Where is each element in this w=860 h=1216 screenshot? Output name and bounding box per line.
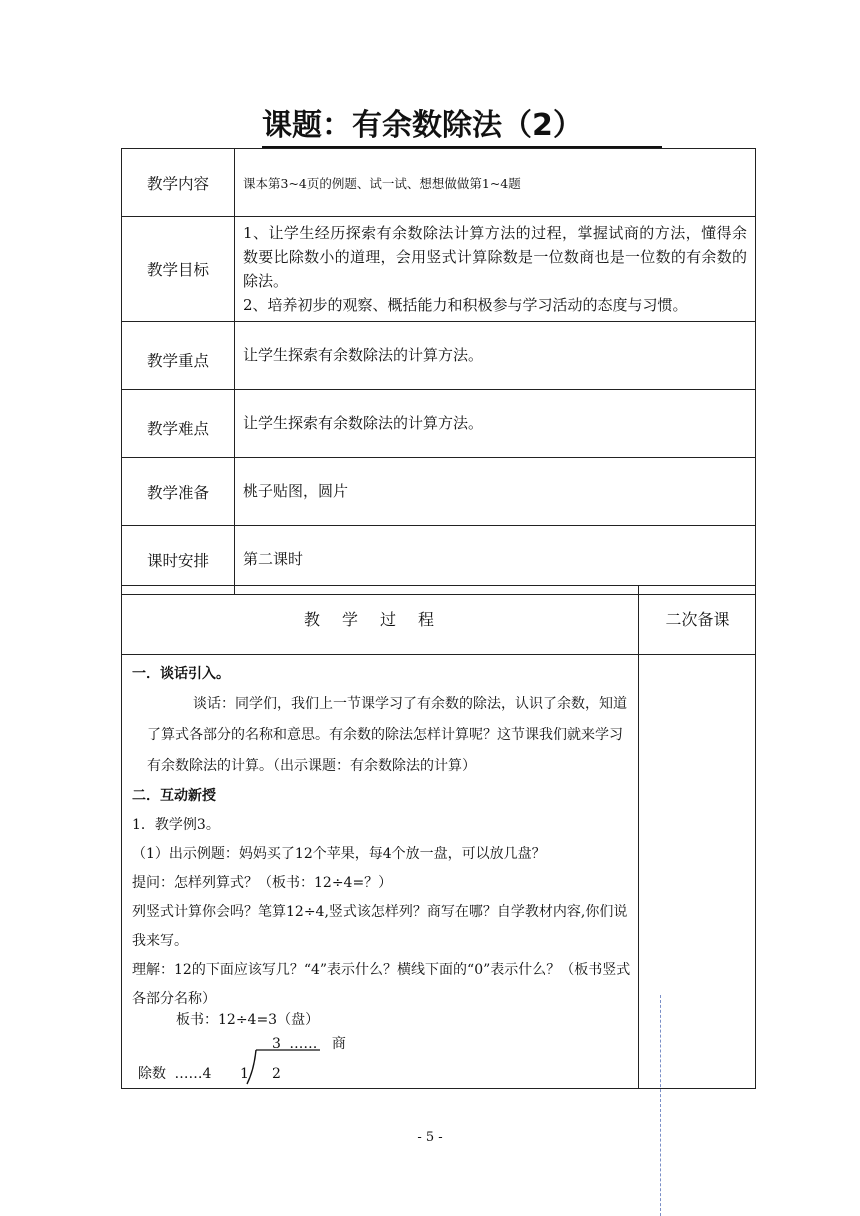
process-header <box>121 585 756 655</box>
divisor-label: 除数 <box>138 1066 166 1082</box>
divisor-dots: ……4 <box>174 1066 212 1082</box>
process-content <box>132 660 632 1014</box>
row-value: 桃子贴图，圆片 <box>235 458 756 526</box>
board-equation: 板书：12÷4=3（盘） <box>176 1012 320 1028</box>
row-label: 教学难点 <box>122 390 235 458</box>
section-heading: 一．谈话引入。 <box>132 666 230 682</box>
quotient-label: 商 <box>331 1036 346 1052</box>
section-heading: 二．互动新授 <box>132 788 216 804</box>
content-line: 理解：12的下面应该写几？“4”表示什么？横线下面的“0”表示什么？（板书竖式各部分名称） <box>132 962 631 1007</box>
dividend-digit: 2 <box>272 1066 281 1082</box>
row-value: 让学生探索有余数除法的计算方法。 <box>235 322 756 390</box>
row-label: 课时安排 <box>122 526 235 595</box>
content-line: 提问：怎样列算式？（板书：12÷4=？） <box>132 875 393 891</box>
table-row <box>122 149 756 217</box>
quotient-digit: 3 <box>272 1036 281 1052</box>
content-line: 列竖式计算你会吗？笔算12÷4,竖式该怎样列？商写在哪？自学教材内容,你们说我来写。 <box>132 904 628 949</box>
page-title: 课题：有余数除法（2） <box>262 106 662 148</box>
row-label: 教学准备 <box>122 458 235 526</box>
row-label: 教学重点 <box>122 322 235 390</box>
dividend-digit: 1 <box>240 1066 249 1082</box>
intro-paragraph: 谈话：同学们，我们上一节课学习了有余数的除法，认识了余数，知道了算式各部分的名称和意思。有余数的除法怎样计算呢？这节课我们就来学习有余数除法的计算。（出示课题：有余数除法的计算） <box>147 696 627 774</box>
divisor-row <box>138 1064 211 1084</box>
division-bracket <box>244 1048 324 1088</box>
goal-line: 2、培养初步的观察、概括能力和积极参与学习活动的态度与习惯。 <box>243 296 688 314</box>
row-value: 让学生探索有余数除法的计算方法。 <box>235 390 756 458</box>
table-row <box>122 217 756 322</box>
process-heading: 教学过程 <box>303 610 456 629</box>
second-prep-heading: 二次备课 <box>638 586 756 654</box>
info-table <box>121 148 756 595</box>
table-row <box>122 458 756 526</box>
margin-dashed-line <box>660 995 661 1216</box>
row-label: 教学内容 <box>122 149 235 217</box>
row-value: 课本第3~4页的例题、试一试、想想做做第1~4题 <box>235 149 756 217</box>
row-value <box>235 217 756 322</box>
quotient-dots: …… <box>289 1036 318 1052</box>
content-line: （1）出示例题：妈妈买了12个苹果，每4个放一盘，可以放几盘？ <box>132 846 546 862</box>
page-number: - 5 - <box>417 1130 443 1145</box>
board-area <box>132 1008 632 1088</box>
row-label: 教学目标 <box>122 217 235 322</box>
table-row <box>122 322 756 390</box>
row-value: 第二课时 <box>235 526 756 595</box>
table-row <box>122 390 756 458</box>
column-divider <box>638 654 639 1088</box>
goal-line: 1、让学生经历探索有余数除法计算方法的过程，掌握试商的方法，懂得余数要比除数小的道理，会用竖式计算除数是一位数商也是一位数的有余数的除法。 <box>243 224 747 290</box>
content-line: 1．教学例3。 <box>132 817 220 833</box>
